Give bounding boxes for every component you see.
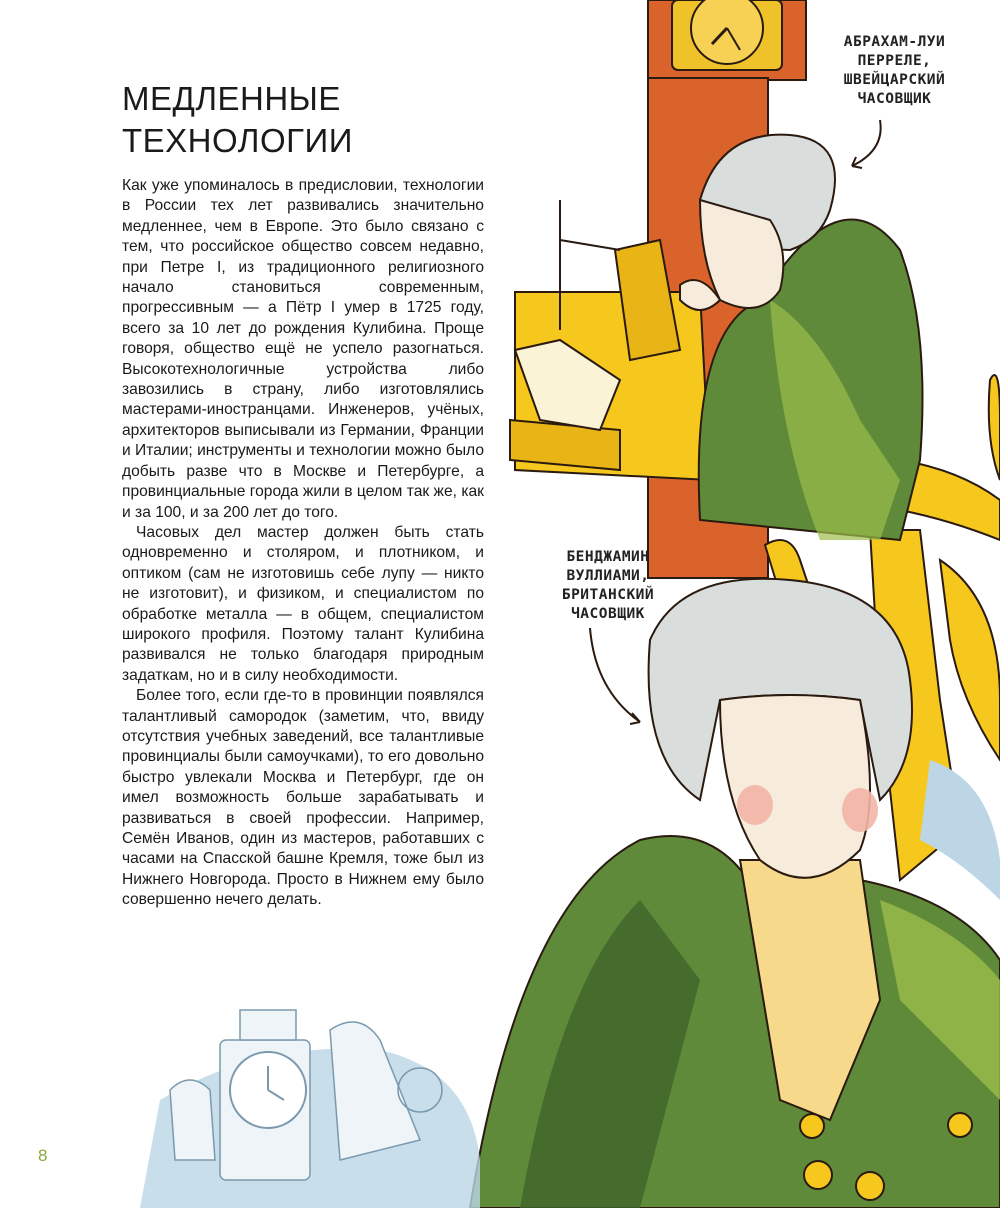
caption-line: БЕНДЖАМИН <box>566 549 650 565</box>
caption-line: ВУЛЛИАМИ, <box>566 568 650 584</box>
page-title <box>122 78 353 162</box>
caption-line: БРИТАНСКИЙ <box>561 587 655 603</box>
caption-vulliamy <box>538 548 678 624</box>
caption-line: ЧАСОВЩИК <box>571 606 645 622</box>
caption-line: АБРАХАМ-ЛУИ <box>843 34 946 50</box>
mantel-clock-engraving <box>140 1010 480 1208</box>
caption-line: ШВЕЙЦАРСКИЙ <box>843 72 946 88</box>
caption-line: ЧАСОВЩИК <box>857 91 932 107</box>
title-line-1: МЕДЛЕННЫЕ <box>122 80 341 117</box>
paragraph: Как уже упоминалось в предисловии, технологии в России тех лет развивались значительно медленнее, чем в Европе. Это было связано с тем, что российское общество совсем недавно, при Петре I, из традиционного религиозного начало становиться современным, прогрессивным — а Пётр I умер в 1725 году, всего за 10 лет до рождения Кулибина. Проще говоря, общество ещё не успело разогнаться. Высокотехнологичные устройства либо завозились в страну, либо изготовлялись мастерами-иностранцами. Инженеров, учёных, архитекторов выписывали из Германии, Франции и Италии; инструменты и технологии можно было добыть разве что в Москве и Петербурге, а провинциальные города жили в целом так же, как и за 100, и за 200 лет до того. <box>122 177 484 521</box>
paragraph: Часовых дел мастер должен быть стать одновременно и столяром, и плотником, и оптиком (сам не изготовишь себе лупу — никто не изготовит), и физиком, и специалистом по обработке металла — в общем, специалистом широкого профиля. Поэтому талант Кулибина развивался не только благодаря природным задаткам, но и в силу необходимости. <box>122 523 484 684</box>
paragraph: Более того, если где-то в провинции появлялся талантливый самородок (заметим, что, ввиду отсутствия учебных заведений, все талантливые провинциалы были самоучками), то его довольно быстро увлекали Москва и Петербург, где он имел возможность больше зарабатывать и развиваться в своей профессии. Например, Семён Иванов, один из мастеров, работавших с часами на Спасской башне Кремля, тоже был из Нижнего Новгорода. Просто в Нижнем ему было совершенно нечего делать. <box>122 687 484 909</box>
title-line-2: ТЕХНОЛОГИИ <box>122 122 353 159</box>
page-number: 8 <box>38 1146 48 1165</box>
caption-perrelet <box>812 33 977 109</box>
caption-line: ПЕРРЕЛЕ, <box>857 53 932 69</box>
body-text <box>122 176 484 911</box>
